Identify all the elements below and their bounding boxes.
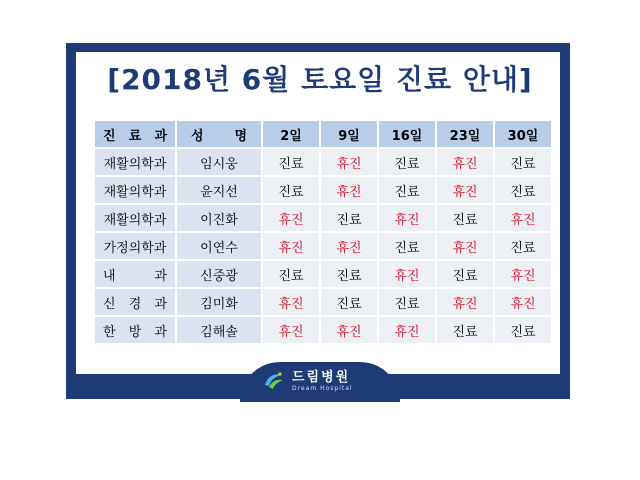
schedule-status-cell: 휴진 <box>263 233 319 259</box>
schedule-status-cell: 휴진 <box>437 149 493 175</box>
doctor-name-cell: 신중광 <box>177 261 261 287</box>
header-dept <box>95 121 175 147</box>
department-char: 방 <box>128 324 142 340</box>
schedule-status-cell: 진료 <box>437 317 493 343</box>
department-char: 과 <box>154 268 167 284</box>
department-cell <box>95 289 175 315</box>
department-char: 재활의학과 <box>103 156 167 172</box>
doctor-name-cell: 김해솔 <box>177 317 261 343</box>
table-row <box>95 233 551 259</box>
header-day-5: 30일 <box>495 121 551 147</box>
department-char: 과 <box>154 296 167 312</box>
doctor-name-cell: 이진화 <box>177 205 261 231</box>
schedule-status-cell: 진료 <box>495 177 551 203</box>
schedule-status-cell: 휴진 <box>263 317 319 343</box>
department-char: 신 <box>103 296 116 312</box>
table-row <box>95 261 551 287</box>
table-row <box>95 177 551 203</box>
schedule-status-cell: 진료 <box>321 289 377 315</box>
logo-korean-name: 드림병원 <box>292 369 351 385</box>
table-row <box>95 205 551 231</box>
saturday-schedule-table <box>93 119 553 345</box>
department-char: 가정의학과 <box>103 240 167 256</box>
schedule-status-cell: 휴진 <box>437 289 493 315</box>
department-char: 재활의학과 <box>103 212 167 228</box>
header-day-1: 2일 <box>263 121 319 147</box>
schedule-status-cell: 휴진 <box>379 317 435 343</box>
header-doctor <box>177 121 261 147</box>
department-cell <box>95 205 175 231</box>
header-day-2: 9일 <box>321 121 377 147</box>
schedule-status-cell: 휴진 <box>437 177 493 203</box>
schedule-status-cell: 진료 <box>495 317 551 343</box>
schedule-status-cell: 진료 <box>263 261 319 287</box>
schedule-status-cell: 휴진 <box>321 233 377 259</box>
schedule-status-cell: 휴진 <box>437 233 493 259</box>
header-dept-char: 과 <box>154 128 167 144</box>
logo-english-name: Dream Hospital <box>292 384 353 392</box>
schedule-status-cell: 진료 <box>263 177 319 203</box>
schedule-status-cell: 휴진 <box>495 261 551 287</box>
schedule-status-cell: 휴진 <box>263 289 319 315</box>
schedule-status-cell: 진료 <box>379 289 435 315</box>
department-cell <box>95 317 175 343</box>
schedule-status-cell: 휴진 <box>495 205 551 231</box>
hospital-logo <box>262 366 382 396</box>
header-day-3: 16일 <box>379 121 435 147</box>
department-char: 경 <box>128 296 142 312</box>
schedule-status-cell: 진료 <box>263 149 319 175</box>
schedule-status-cell: 진료 <box>437 261 493 287</box>
header-dept-char: 진 <box>103 128 116 144</box>
schedule-status-cell: 진료 <box>379 149 435 175</box>
department-char: 한 <box>103 324 116 340</box>
header-doctor-char: 명 <box>234 128 247 144</box>
table-row <box>95 289 551 315</box>
department-char: 내 <box>103 268 116 284</box>
page-title: [2018년 6월 토요일 진료 안내] <box>107 63 533 96</box>
table-row <box>95 149 551 175</box>
department-cell <box>95 261 175 287</box>
schedule-status-cell: 진료 <box>321 205 377 231</box>
table-header-row <box>95 121 551 147</box>
schedule-status-cell: 휴진 <box>321 317 377 343</box>
schedule-status-cell: 진료 <box>495 149 551 175</box>
department-cell <box>95 233 175 259</box>
doctor-name-cell: 이연수 <box>177 233 261 259</box>
schedule-status-cell: 휴진 <box>379 205 435 231</box>
header-dept-char: 료 <box>128 128 142 144</box>
doctor-name-cell: 윤지선 <box>177 177 261 203</box>
schedule-status-cell: 진료 <box>437 205 493 231</box>
header-day-4: 23일 <box>437 121 493 147</box>
doctor-name-cell: 김미화 <box>177 289 261 315</box>
doctor-name-cell: 임시웅 <box>177 149 261 175</box>
department-cell <box>95 177 175 203</box>
schedule-status-cell: 휴진 <box>379 261 435 287</box>
dream-hospital-logo-icon <box>262 369 286 393</box>
department-char: 재활의학과 <box>103 184 167 200</box>
schedule-status-cell: 진료 <box>379 233 435 259</box>
department-cell <box>95 149 175 175</box>
schedule-status-cell: 휴진 <box>321 177 377 203</box>
schedule-status-cell: 진료 <box>321 261 377 287</box>
header-doctor-char: 성 <box>191 128 204 144</box>
schedule-status-cell: 진료 <box>495 233 551 259</box>
schedule-status-cell: 휴진 <box>321 149 377 175</box>
department-char: 과 <box>154 324 167 340</box>
schedule-status-cell: 진료 <box>379 177 435 203</box>
schedule-status-cell: 휴진 <box>495 289 551 315</box>
table-row <box>95 317 551 343</box>
schedule-status-cell: 휴진 <box>263 205 319 231</box>
